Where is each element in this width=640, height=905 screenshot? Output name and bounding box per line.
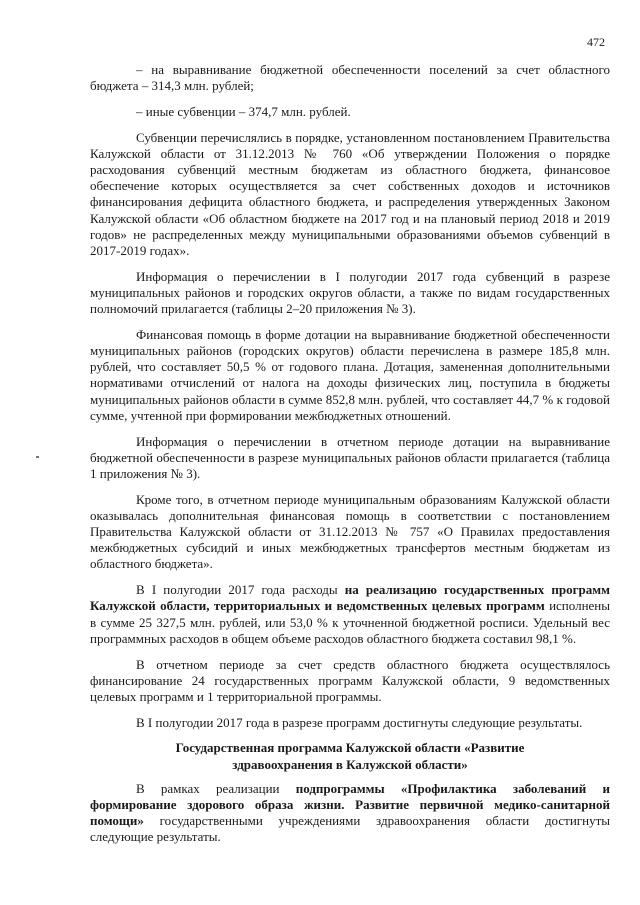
paragraph [90,130,610,260]
paragraph [90,434,610,483]
paragraph [90,62,610,94]
paragraph [90,781,610,846]
text-run: – на выравнивание бюджетной обеспеченности поселений за счет областного бюджета – 314,3 млн. рублей; [90,62,610,94]
text-run: В I полугодии 2017 года в разрезе программ достигнуты следующие результаты. [136,714,583,730]
bold-text: Государственная программа Калужской области «Развитие здравоохранения в Калужской области» [175,740,525,772]
document-body [90,62,610,855]
text-run: государственными учреждениями здравоохранения области достигнуты следующие результаты. [90,813,610,845]
text-run: Кроме того, в отчетном периоде муниципальным образованиям Калужской области оказывалась дополнительная финансовая помощь в соответствии с постановлением Правительства Калужской области от 31.12.2013 № 757 «О Правилах предоставления межбюджетных субсидий и иных межбюджетных трансфертов местным бюджетам из областного бюджета». [90,491,610,572]
scan-mark [36,456,39,458]
paragraph [90,327,610,424]
text-run: Информация о перечислении в I полугодии 2017 года субвенций в разрезе муниципальных районов и городских округов области, а также по видам государственных полномочий прилагается (таблицы 2–20 приложения № 3). [90,268,610,317]
text-run: Информация о перечислении в отчетном периоде дотации на выравнивание бюджетной обеспеченности в разрезе муниципальных районов области прилагается (таблица 1 приложения № 3). [90,433,610,481]
text-run: В рамках реализации [136,780,296,796]
section-heading [90,740,610,772]
bold-text: на реализацию государственных программ Калужской области, территориальных и ведомственных целевых программ [90,582,610,614]
text-run: Субвенции перечислялись в порядке, установленном постановлением Правительства Калужской области от 31.12.2013 № 760 «Об утверждении Положения о порядке расходования субвенций местным бюджетам из областного бюджета, финансовое обеспечение которых осуществляется за счет собственных доходов и источников финансирования дефицита областного бюджета, и распределения утвержденных Законом Калужской области «Об областном бюджете на 2017 год и на плановый период 2018 и 2019 годов» не распределенных между муниципальными образованиями объемов субвенций в 2017-2019 годах». [90,129,610,259]
page-number: 472 [587,35,605,49]
text-run: исполнены в сумме 25 327,5 млн. рублей, или 53,0 % к уточненной бюджетной росписи. Удельный вес программных расходов в общем объеме расходов областного бюджета составил 98,1 %. [90,598,610,646]
paragraph [90,715,610,731]
paragraph [90,104,610,120]
paragraph [90,657,610,706]
paragraph [90,582,610,647]
text-run: В отчетном периоде за счет средств областного бюджета осуществлялось финансирование 24 государственных программ Калужской области, 9 ведомственных целевых программ и 1 территориальной программы. [90,656,610,704]
bold-text: подпрограммы «Профилактика заболеваний и формирование здорового образа жизни. Развитие первичной медико-санитарной помощи» [90,780,610,829]
paragraph [90,269,610,318]
text-run: – иные субвенции – 374,7 млн. рублей. [136,103,351,119]
text-run: Финансовая помощь в форме дотации на выравнивание бюджетной обеспеченности муниципальных районов (городских округов) области перечислена в размере 185,8 млн. рублей, что составляет 50,5 % от годового плана. Дотация, замененная дополнительными нормативами отчислений от налога на доходы физических лиц, поступила в бюджеты муниципальных районов области в сумме 852,8 млн. рублей, что составляет 44,7 % к годовой сумме, учтенной при формировании межбюджетных отношений. [90,326,610,423]
text-run: В I полугодии 2017 года расходы [136,582,345,598]
paragraph [90,492,610,573]
